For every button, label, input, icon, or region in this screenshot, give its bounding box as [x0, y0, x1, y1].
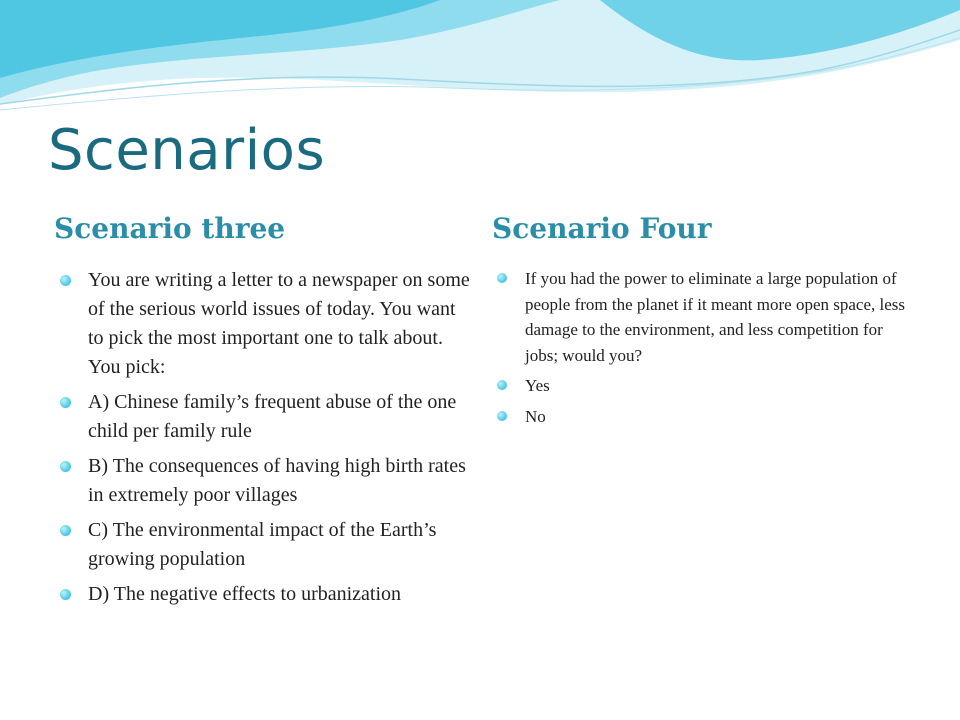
scenario-three-list — [60, 266, 470, 615]
list-item — [60, 516, 470, 574]
bullet-icon — [497, 411, 507, 421]
list-item-text: You are writing a letter to a newspaper on some of the serious world issues of today. You want to pick the most important one to talk about. You pick: — [88, 269, 470, 378]
header-wave-decoration — [0, 0, 960, 130]
scenario-three-heading: Scenario three — [54, 212, 286, 245]
list-item — [60, 580, 470, 609]
list-item-text: C) The environmental impact of the Earth’s growing population — [88, 519, 437, 570]
bullet-icon — [60, 461, 71, 472]
list-item — [497, 373, 912, 399]
list-item-text: D) The negative effects to urbanization — [88, 583, 402, 605]
bullet-icon — [60, 397, 71, 408]
list-item-text: B) The consequences of having high birth rates in extremely poor villages — [88, 455, 466, 506]
list-item — [497, 266, 912, 368]
scenario-four-list — [497, 266, 912, 434]
bullet-icon — [497, 380, 507, 390]
list-item — [60, 266, 470, 382]
bullet-icon — [60, 275, 71, 286]
list-item-text: No — [525, 406, 546, 426]
list-item-text: If you had the power to eliminate a large population of people from the planet if it meant more open space, less damage to the environment, and less competition for jobs; would you? — [525, 269, 906, 365]
bullet-icon — [497, 273, 507, 283]
bullet-icon — [60, 525, 71, 536]
list-item — [60, 452, 470, 510]
scenario-four-heading: Scenario Four — [492, 212, 712, 245]
list-item — [60, 388, 470, 446]
bullet-icon — [60, 589, 71, 600]
list-item-text: A) Chinese family’s frequent abuse of the one child per family rule — [88, 391, 457, 442]
list-item — [497, 404, 912, 430]
list-item-text: Yes — [525, 376, 550, 395]
slide-title: Scenarios — [48, 118, 326, 183]
